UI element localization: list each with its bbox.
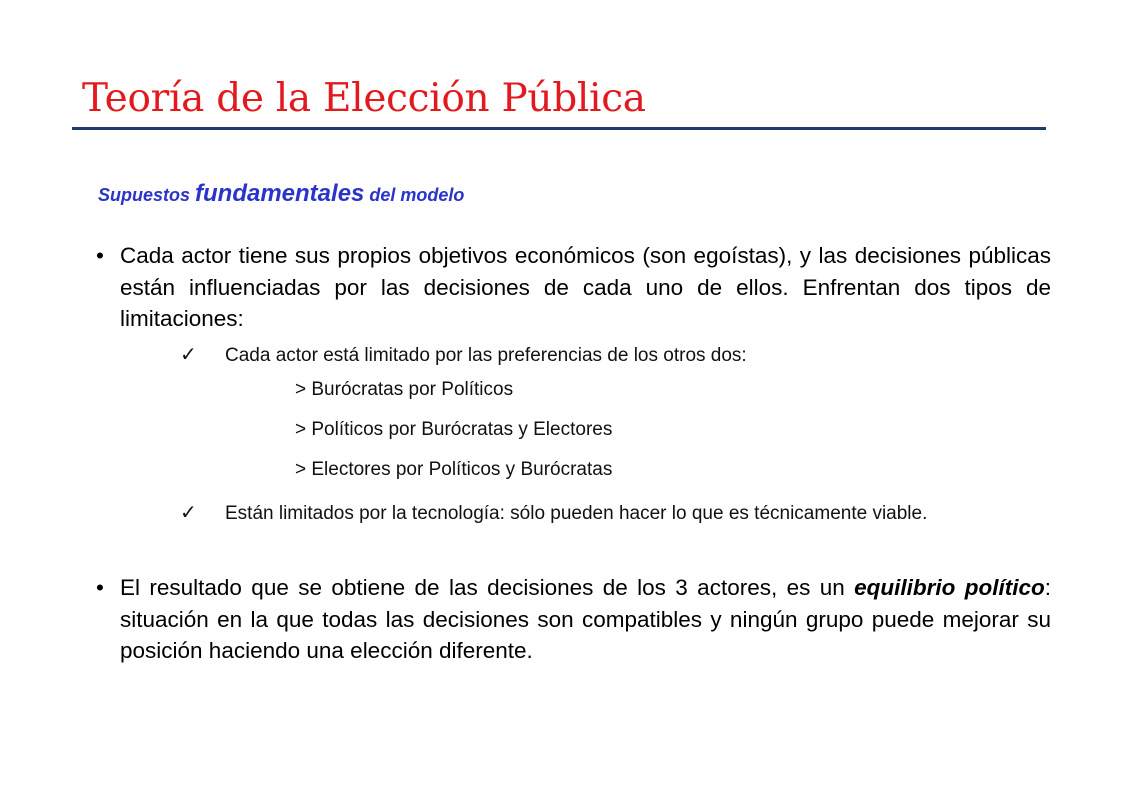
check-item-technology bbox=[180, 500, 1000, 527]
subtitle-part-1: Supuestos bbox=[98, 185, 196, 205]
bullet-text-emphasis: equilibrio político bbox=[854, 575, 1045, 600]
checkmark-icon: ✓ bbox=[180, 344, 197, 366]
bullet-item-equilibrium bbox=[96, 572, 1051, 667]
sub-item: > Burócratas por Políticos bbox=[295, 379, 514, 400]
section-subtitle bbox=[98, 180, 464, 208]
bullet-text-after: : situación en la que todas las decisiones son compatibles y ningún grupo puede mejorar su posición haciendo una elección diferente. bbox=[120, 575, 1052, 663]
slide-title: Teoría de la Elección Pública bbox=[82, 76, 646, 121]
bullet-marker: • bbox=[96, 575, 104, 600]
sub-item: > Políticos por Burócratas y Electores bbox=[295, 419, 613, 440]
bullet-text: Cada actor tiene sus propios objetivos económicos (son egoístas), y las decisiones públicas están influenciadas por las decisiones de cada uno de ellos. Enfrentan dos tipos de limitaciones: bbox=[120, 243, 1051, 331]
checkmark-icon: ✓ bbox=[180, 502, 197, 524]
check-text: Están limitados por la tecnología: sólo pueden hacer lo que es técnicamente viable. bbox=[225, 503, 928, 524]
subtitle-part-2: fundamentales bbox=[195, 180, 365, 207]
check-text: Cada actor está limitado por las preferencias de los otros dos: bbox=[225, 345, 747, 366]
bullet-marker: • bbox=[96, 243, 104, 268]
bullet-item-actors bbox=[96, 240, 1051, 335]
sub-item: > Electores por Políticos y Burócratas bbox=[295, 459, 613, 480]
bullet-text bbox=[120, 572, 1051, 667]
subtitle-part-3: del modelo bbox=[364, 185, 465, 205]
title-divider bbox=[72, 127, 1046, 130]
check-item-preferences bbox=[180, 342, 1000, 369]
bullet-text-before: El resultado que se obtiene de las decisiones de los 3 actores, es un bbox=[120, 575, 855, 600]
